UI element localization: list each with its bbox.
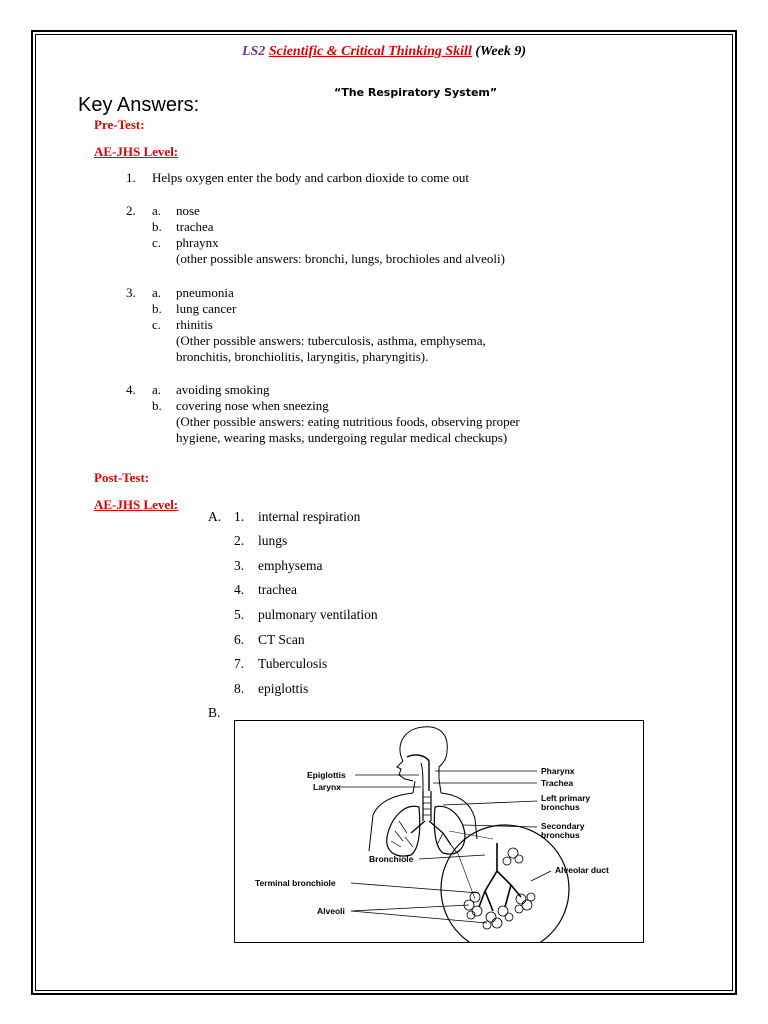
answer-1-number: 1. (234, 509, 245, 524)
q2-number: 2. (126, 203, 136, 218)
label-alveolar-duct: Alveolar duct (555, 865, 609, 875)
alveoli-clusters (464, 848, 535, 929)
q3a-answer: pneumonia (176, 285, 234, 300)
header-week: (Week 9) (475, 44, 527, 59)
q2-note: (other possible answers: bronchi, lungs, brochioles and alveoli) (176, 251, 505, 266)
header-ls2: LS2 (241, 44, 266, 59)
q2b-answer: trachea (176, 219, 214, 234)
answer-8-number: 8. (234, 681, 245, 696)
answer-3-text: emphysema (258, 558, 323, 573)
magnified-view-circle (441, 825, 569, 942)
neck-right (439, 779, 441, 793)
q4-number: 4. (126, 382, 136, 397)
q2a-letter: a. (152, 203, 162, 218)
post-test-heading: Post-Test: (94, 470, 150, 485)
q3c-answer: rhinitis (176, 317, 213, 332)
q3c-letter: c. (152, 317, 162, 332)
q3b-letter: b. (152, 301, 162, 316)
q4b-letter: b. (152, 398, 162, 413)
answer-8-text: epiglottis (258, 681, 309, 696)
face-outline (397, 761, 413, 781)
q4-note-line2: hygiene, wearing masks, undergoing regular medical checkups) (176, 430, 508, 445)
respiratory-system-diagram (234, 720, 644, 943)
q4a-answer: avoiding smoking (176, 382, 270, 397)
answer-6-text: CT Scan (258, 632, 305, 647)
label-trachea: Trachea (541, 778, 574, 788)
header-skill-link[interactable]: Scientific & Critical Thinking Skill (268, 44, 472, 59)
answer-7-number: 7. (234, 656, 245, 671)
label-epiglottis: Epiglottis (307, 770, 346, 780)
answer-2-text: lungs (258, 533, 288, 548)
trachea-tube (423, 791, 431, 821)
primary-bronchi (411, 821, 451, 845)
label-secondary-bronchus-1: Secondary (541, 821, 585, 831)
key-answers-title: Key Answers: (78, 94, 200, 116)
q3a-letter: a. (152, 285, 162, 300)
torso-outline (369, 793, 413, 851)
post-test-level-heading: AE-JHS Level: (94, 497, 179, 512)
label-pharynx: Pharynx (541, 766, 575, 776)
q4a-letter: a. (152, 382, 162, 397)
q2c-answer: phraynx (176, 235, 219, 250)
q1-number: 1. (126, 170, 136, 185)
label-secondary-bronchus-2: bronchus (541, 830, 580, 840)
answer-6-number: 6. (234, 632, 245, 647)
q2a-answer: nose (176, 203, 200, 218)
q4-note-line1: (Other possible answers: eating nutritious foods, observing proper (176, 414, 520, 429)
q3-note-line1: (Other possible answers: tuberculosis, asthma, emphysema, (176, 333, 486, 348)
document-subtitle: “The Respiratory System” (334, 86, 498, 99)
label-terminal-bronchiole: Terminal bronchiole (255, 878, 336, 888)
answer-4-text: trachea (258, 582, 297, 597)
answer-5-number: 5. (234, 607, 245, 622)
q2c-letter: c. (152, 235, 162, 250)
label-alveoli: Alveoli (317, 906, 345, 916)
q3b-answer: lung cancer (176, 301, 237, 316)
answer-2-number: 2. (234, 533, 245, 548)
bronchiole-tree (479, 843, 521, 911)
pre-test-level-heading: AE-JHS Level: (94, 144, 179, 159)
nasal-passage (407, 755, 429, 791)
q1-answer: Helps oxygen enter the body and carbon dioxide to come out (152, 170, 469, 185)
label-left-primary-bronchus-1: Left primary (541, 793, 591, 803)
pharynx-inner (421, 763, 423, 791)
label-larynx: Larynx (313, 782, 341, 792)
label-bronchiole: Bronchiole (369, 854, 414, 864)
part-b-label: B. (208, 705, 221, 720)
answer-3-number: 3. (234, 558, 245, 573)
answer-4-number: 4. (234, 582, 245, 597)
q3-note-line2: bronchitis, bronchiolitis, laryngitis, pharyngitis). (176, 349, 429, 364)
answer-7-text: Tuberculosis (258, 656, 328, 671)
left-lung (387, 806, 420, 856)
torso-outline-right (441, 793, 477, 839)
answer-1-text: internal respiration (258, 509, 361, 524)
document-header (0, 44, 768, 60)
label-left-primary-bronchus-2: bronchus (541, 802, 580, 812)
q2b-letter: b. (152, 219, 162, 234)
q3-number: 3. (126, 285, 136, 300)
part-a-label: A. (208, 509, 222, 524)
q4b-answer: covering nose when sneezing (176, 398, 329, 413)
pre-test-heading: Pre-Test: (94, 117, 145, 132)
answer-5-text: pulmonary ventilation (258, 607, 378, 622)
